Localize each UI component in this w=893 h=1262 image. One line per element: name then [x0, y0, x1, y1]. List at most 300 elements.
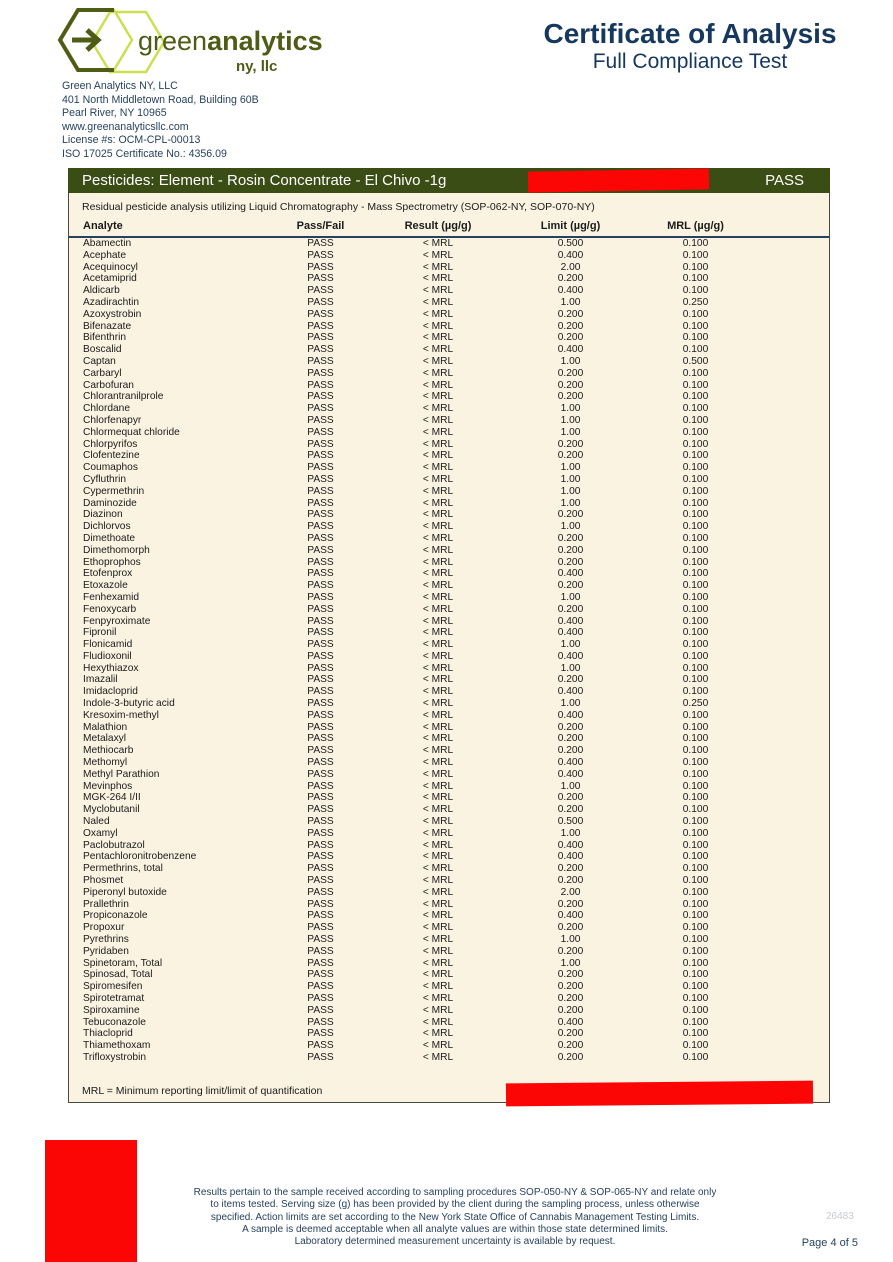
mrl-cell: 0.100	[682, 662, 709, 674]
result-cell: < MRL	[422, 804, 454, 816]
passfail-cell: PASS	[307, 603, 334, 615]
analyte-cell: Chlordane	[83, 403, 131, 415]
mrl-cell: 0.100	[682, 273, 709, 285]
passfail-cell: PASS	[307, 816, 334, 828]
limit-cell: 0.400	[557, 768, 584, 780]
analyte-cell: Piperonyl butoxide	[83, 886, 167, 898]
limit-cell: 1.00	[560, 827, 581, 839]
mrl-cell: 0.100	[682, 403, 709, 415]
table-row	[69, 1017, 829, 1029]
company-website: www.greenanalyticsllc.com	[62, 120, 189, 133]
limit-cell: 0.200	[557, 969, 584, 981]
limit-cell: 0.200	[557, 391, 584, 403]
passfail-cell: PASS	[307, 721, 334, 733]
passfail-cell: PASS	[307, 650, 334, 662]
limit-cell: 0.200	[557, 308, 584, 320]
disclaimer-line: Laboratory determined measurement uncertainty is available by request.	[294, 1236, 616, 1248]
analyte-cell: Chlormequat chloride	[83, 426, 180, 438]
passfail-cell: PASS	[307, 367, 334, 379]
mrl-cell: 0.100	[682, 367, 709, 379]
mrl-cell: 0.250	[682, 698, 709, 710]
analyte-cell: Azadirachtin	[83, 296, 140, 308]
result-cell: < MRL	[422, 497, 454, 509]
analyte-cell: Bifenthrin	[83, 332, 127, 344]
mrl-cell: 0.100	[682, 709, 709, 721]
result-cell: < MRL	[422, 261, 454, 273]
table-row	[69, 710, 829, 722]
limit-cell: 1.00	[560, 497, 581, 509]
disclaimer-line: A sample is deemed acceptable when all analyte values are within those state determined limits.	[242, 1223, 668, 1235]
mrl-cell: 0.100	[682, 591, 709, 603]
analyte-cell: Spinosad, Total	[83, 969, 153, 981]
table-row	[69, 616, 829, 628]
mrl-cell: 0.100	[682, 745, 709, 757]
passfail-cell: PASS	[307, 615, 334, 627]
analyte-cell: Propoxur	[83, 922, 125, 934]
result-cell: < MRL	[422, 827, 454, 839]
result-cell: < MRL	[422, 816, 454, 828]
table-row	[69, 462, 829, 474]
table-row	[69, 439, 829, 451]
passfail-cell: PASS	[307, 462, 334, 474]
table-row	[69, 792, 829, 804]
mrl-cell: 0.100	[682, 532, 709, 544]
mrl-cell: 0.100	[682, 320, 709, 332]
analyte-cell: Dimethoate	[83, 532, 136, 544]
limit-cell: 0.200	[557, 922, 584, 934]
table-row	[69, 686, 829, 698]
company-info-block	[62, 80, 259, 162]
mrl-cell: 0.100	[682, 674, 709, 686]
result-cell: < MRL	[422, 922, 454, 934]
table-row	[69, 910, 829, 922]
analyte-cell: Spiromesifen	[83, 981, 143, 993]
mrl-cell: 0.100	[682, 757, 709, 769]
analyte-cell: Diazinon	[83, 509, 123, 521]
passfail-cell: PASS	[307, 544, 334, 556]
limit-cell: 0.400	[557, 1016, 584, 1028]
mrl-cell: 0.500	[682, 355, 709, 367]
passfail-cell: PASS	[307, 273, 334, 285]
table-row	[69, 993, 829, 1005]
table-row	[69, 380, 829, 392]
limit-cell: 0.200	[557, 804, 584, 816]
table-row	[69, 651, 829, 663]
table-row	[69, 250, 829, 262]
analyte-table-body	[69, 238, 829, 1064]
passfail-cell: PASS	[307, 473, 334, 485]
document-number: 26483	[826, 1211, 854, 1222]
limit-cell: 1.00	[560, 473, 581, 485]
result-cell: < MRL	[422, 320, 454, 332]
passfail-cell: PASS	[307, 591, 334, 603]
brand-word-green: green	[138, 26, 208, 56]
analyte-cell: Fipronil	[83, 627, 117, 639]
result-cell: < MRL	[422, 650, 454, 662]
result-cell: < MRL	[422, 993, 454, 1004]
result-cell: < MRL	[422, 544, 454, 556]
analyte-cell: Etofenprox	[83, 568, 133, 580]
mrl-cell: 0.100	[682, 886, 709, 898]
passfail-cell: PASS	[307, 556, 334, 568]
analyte-cell: Boscalid	[83, 344, 122, 356]
passfail-cell: PASS	[307, 532, 334, 544]
result-cell: < MRL	[422, 945, 454, 957]
analyte-cell: Propiconazole	[83, 910, 148, 922]
table-row	[69, 1052, 829, 1064]
passfail-cell: PASS	[307, 698, 334, 710]
analyte-cell: Myclobutanil	[83, 804, 140, 816]
limit-cell: 0.200	[557, 367, 584, 379]
result-cell: < MRL	[422, 532, 454, 544]
passfail-cell: PASS	[307, 426, 334, 438]
limit-cell: 0.200	[557, 792, 584, 804]
table-row	[69, 273, 829, 285]
passfail-cell: PASS	[307, 296, 334, 308]
limit-cell: 1.00	[560, 521, 581, 533]
column-header-analyte: Analyte	[83, 220, 123, 232]
mrl-cell: 0.100	[682, 509, 709, 521]
limit-cell: 0.200	[557, 1004, 584, 1016]
table-row	[69, 498, 829, 510]
table-row	[69, 1040, 829, 1052]
passfail-cell: PASS	[307, 249, 334, 261]
passfail-cell: PASS	[307, 804, 334, 816]
mrl-cell: 0.100	[682, 768, 709, 780]
mrl-cell: 0.100	[682, 438, 709, 450]
result-cell: < MRL	[422, 403, 454, 415]
mrl-cell: 0.100	[682, 379, 709, 391]
result-cell: < MRL	[422, 462, 454, 474]
table-row	[69, 781, 829, 793]
table-row	[69, 1028, 829, 1040]
mrl-cell: 0.100	[682, 981, 709, 993]
analyte-cell: Captan	[83, 355, 116, 367]
passfail-cell: PASS	[307, 674, 334, 686]
table-row	[69, 403, 829, 415]
table-row	[69, 639, 829, 651]
passfail-cell: PASS	[307, 485, 334, 497]
analyte-cell: Chlorfenapyr	[83, 414, 142, 426]
section-title: Pesticides: Element - Rosin Concentrate - El Chivo -1g	[82, 172, 447, 189]
analyte-cell: Cypermethrin	[83, 485, 145, 497]
disclaimer-line: to items tested. Serving size (g) has been provided by the client during the sampling process, unless otherwise	[210, 1199, 700, 1211]
certificate-subtitle: Full Compliance Test	[592, 50, 788, 73]
mrl-cell: 0.100	[682, 851, 709, 863]
passfail-cell: PASS	[307, 308, 334, 320]
mrl-cell: 0.100	[682, 497, 709, 509]
analyte-cell: Daminozide	[83, 497, 137, 509]
limit-cell: 0.200	[557, 1040, 584, 1052]
table-row	[69, 887, 829, 899]
result-cell: < MRL	[422, 1040, 454, 1052]
limit-cell: 0.500	[557, 816, 584, 828]
table-row	[69, 922, 829, 934]
passfail-cell: PASS	[307, 945, 334, 957]
mrl-cell: 0.100	[682, 934, 709, 946]
mrl-cell: 0.100	[682, 875, 709, 887]
limit-cell: 1.00	[560, 403, 581, 415]
limit-cell: 0.200	[557, 863, 584, 875]
passfail-cell: PASS	[307, 898, 334, 910]
analyte-cell: Indole-3-butyric acid	[83, 698, 175, 710]
result-cell: < MRL	[422, 473, 454, 485]
table-row	[69, 757, 829, 769]
passfail-cell: PASS	[307, 969, 334, 981]
result-cell: < MRL	[422, 686, 454, 698]
analyte-cell: Oxamyl	[83, 827, 118, 839]
disclaimer-block	[130, 1187, 780, 1248]
result-cell: < MRL	[422, 733, 454, 745]
analyte-cell: Etoxazole	[83, 580, 128, 592]
result-cell: < MRL	[422, 839, 454, 851]
table-row	[69, 934, 829, 946]
analyte-cell: Methiocarb	[83, 745, 134, 757]
result-cell: < MRL	[422, 438, 454, 450]
result-cell: < MRL	[422, 568, 454, 580]
limit-cell: 0.200	[557, 993, 584, 1004]
analyte-cell: Imidacloprid	[83, 686, 138, 698]
table-row	[69, 769, 829, 781]
passfail-cell: PASS	[307, 344, 334, 356]
analyte-cell: Thiamethoxam	[83, 1040, 151, 1052]
passfail-cell: PASS	[307, 497, 334, 509]
analyte-cell: Pyridaben	[83, 945, 129, 957]
limit-cell: 1.00	[560, 639, 581, 651]
result-cell: < MRL	[422, 934, 454, 946]
mrl-cell: 0.100	[682, 922, 709, 934]
result-cell: < MRL	[422, 698, 454, 710]
result-cell: < MRL	[422, 780, 454, 792]
limit-cell: 0.200	[557, 981, 584, 993]
table-row	[69, 580, 829, 592]
limit-cell: 1.00	[560, 957, 581, 969]
limit-cell: 0.500	[557, 238, 584, 249]
mrl-cell: 0.100	[682, 993, 709, 1004]
result-cell: < MRL	[422, 556, 454, 568]
mrl-cell: 0.100	[682, 898, 709, 910]
limit-cell: 0.200	[557, 1051, 584, 1063]
table-row	[69, 899, 829, 911]
disclaimer-line: specified. Action limits are set according to the New York State Office of Cannabis Management Testing Limits.	[210, 1211, 700, 1223]
mrl-cell: 0.100	[682, 863, 709, 875]
table-row	[69, 981, 829, 993]
company-license: License #s: OCM-CPL-00013	[62, 134, 201, 147]
limit-cell: 0.400	[557, 757, 584, 769]
mrl-cell: 0.100	[682, 816, 709, 828]
mrl-cell: 0.100	[682, 450, 709, 462]
result-cell: < MRL	[422, 308, 454, 320]
analyte-cell: Spinetoram, Total	[83, 957, 163, 969]
table-row	[69, 592, 829, 604]
table-row	[69, 321, 829, 333]
analyte-cell: Pentachloronitrobenzene	[83, 851, 197, 863]
table-row	[69, 285, 829, 297]
passfail-cell: PASS	[307, 780, 334, 792]
result-cell: < MRL	[422, 1016, 454, 1028]
limit-cell: 0.200	[557, 945, 584, 957]
mrl-cell: 0.100	[682, 249, 709, 261]
passfail-cell: PASS	[307, 839, 334, 851]
mrl-cell: 0.100	[682, 792, 709, 804]
limit-cell: 1.00	[560, 934, 581, 946]
mrl-cell: 0.100	[682, 639, 709, 651]
result-cell: < MRL	[422, 627, 454, 639]
mrl-cell: 0.100	[682, 238, 709, 249]
mrl-cell: 0.100	[682, 1028, 709, 1040]
analyte-cell: Malathion	[83, 721, 128, 733]
passfail-cell: PASS	[307, 851, 334, 863]
table-row	[69, 486, 829, 498]
passfail-cell: PASS	[307, 1016, 334, 1028]
limit-cell: 1.00	[560, 780, 581, 792]
result-cell: < MRL	[422, 863, 454, 875]
result-cell: < MRL	[422, 391, 454, 403]
result-cell: < MRL	[422, 969, 454, 981]
result-cell: < MRL	[422, 414, 454, 426]
analyte-cell: Dichlorvos	[83, 521, 131, 533]
limit-cell: 0.200	[557, 532, 584, 544]
result-cell: < MRL	[422, 875, 454, 887]
passfail-cell: PASS	[307, 757, 334, 769]
certificate-title-block	[490, 18, 890, 74]
limit-cell: 1.00	[560, 591, 581, 603]
table-row	[69, 828, 829, 840]
analyte-cell: Fenpyroximate	[83, 615, 151, 627]
mrl-cell: 0.100	[682, 1051, 709, 1063]
result-cell: < MRL	[422, 332, 454, 344]
mrl-cell: 0.100	[682, 521, 709, 533]
analyte-cell: Methyl Parathion	[83, 768, 160, 780]
limit-cell: 0.200	[557, 556, 584, 568]
result-cell: < MRL	[422, 521, 454, 533]
table-row	[69, 604, 829, 616]
mrl-cell: 0.250	[682, 296, 709, 308]
table-row	[69, 698, 829, 710]
table-row	[69, 851, 829, 863]
passfail-cell: PASS	[307, 934, 334, 946]
result-cell: < MRL	[422, 591, 454, 603]
table-row	[69, 568, 829, 580]
analyte-cell: MGK-264 I/II	[83, 792, 141, 804]
passfail-cell: PASS	[307, 922, 334, 934]
redaction-box-signature-line	[506, 1081, 813, 1107]
limit-cell: 0.400	[557, 851, 584, 863]
mrl-cell: 0.100	[682, 568, 709, 580]
mrl-cell: 0.100	[682, 827, 709, 839]
company-address-line2: Pearl River, NY 10965	[62, 107, 167, 120]
passfail-cell: PASS	[307, 863, 334, 875]
mrl-cell: 0.100	[682, 414, 709, 426]
column-header-limit: Limit (µg/g)	[540, 220, 601, 232]
table-row	[69, 863, 829, 875]
analyte-cell: Trifloxystrobin	[83, 1051, 147, 1063]
mrl-cell: 0.100	[682, 391, 709, 403]
table-row	[69, 969, 829, 981]
mrl-cell: 0.100	[682, 580, 709, 592]
brand-sub-label: ny, llc	[236, 58, 278, 75]
company-name: Green Analytics NY, LLC	[62, 80, 178, 92]
table-row	[69, 816, 829, 828]
passfail-cell: PASS	[307, 1051, 334, 1063]
result-cell: < MRL	[422, 886, 454, 898]
limit-cell: 0.400	[557, 709, 584, 721]
limit-cell: 2.00	[560, 261, 581, 273]
result-cell: < MRL	[422, 296, 454, 308]
result-cell: < MRL	[422, 485, 454, 497]
mrl-cell: 0.100	[682, 285, 709, 297]
limit-cell: 0.200	[557, 273, 584, 285]
mrl-cell: 0.100	[682, 1016, 709, 1028]
passfail-cell: PASS	[307, 403, 334, 415]
limit-cell: 0.200	[557, 379, 584, 391]
mrl-cell: 0.100	[682, 910, 709, 922]
limit-cell: 0.200	[557, 674, 584, 686]
mrl-cell: 0.100	[682, 556, 709, 568]
result-cell: < MRL	[422, 615, 454, 627]
result-cell: < MRL	[422, 344, 454, 356]
limit-cell: 2.00	[560, 886, 581, 898]
analyte-cell: Metalaxyl	[83, 733, 127, 745]
limit-cell: 0.200	[557, 721, 584, 733]
limit-cell: 1.00	[560, 462, 581, 474]
analyte-cell: Ethoprophos	[83, 556, 141, 568]
limit-cell: 0.400	[557, 285, 584, 297]
analyte-cell: Carbofuran	[83, 379, 134, 391]
analyte-cell: Tebuconazole	[83, 1016, 146, 1028]
analyte-cell: Kresoxim-methyl	[83, 709, 159, 721]
limit-cell: 1.00	[560, 662, 581, 674]
mrl-cell: 0.100	[682, 780, 709, 792]
overall-result-badge: PASS	[765, 172, 804, 189]
passfail-cell: PASS	[307, 1028, 334, 1040]
table-row	[69, 840, 829, 852]
mrl-cell: 0.100	[682, 426, 709, 438]
table-row	[69, 356, 829, 368]
passfail-cell: PASS	[307, 568, 334, 580]
table-row	[69, 391, 829, 403]
analyte-cell: Carbaryl	[83, 367, 122, 379]
passfail-cell: PASS	[307, 450, 334, 462]
mrl-cell: 0.100	[682, 544, 709, 556]
analyte-cell: Mevinphos	[83, 780, 133, 792]
result-cell: < MRL	[422, 662, 454, 674]
limit-cell: 0.400	[557, 627, 584, 639]
pesticides-report-section	[68, 168, 830, 1103]
passfail-cell: PASS	[307, 261, 334, 273]
table-row	[69, 958, 829, 970]
passfail-cell: PASS	[307, 886, 334, 898]
passfail-cell: PASS	[307, 792, 334, 804]
mrl-cell: 0.100	[682, 332, 709, 344]
table-row	[69, 663, 829, 675]
limit-cell: 0.200	[557, 544, 584, 556]
result-cell: < MRL	[422, 450, 454, 462]
passfail-cell: PASS	[307, 627, 334, 639]
result-cell: < MRL	[422, 851, 454, 863]
result-cell: < MRL	[422, 757, 454, 769]
limit-cell: 0.400	[557, 249, 584, 261]
result-cell: < MRL	[422, 285, 454, 297]
analyte-cell: Spiroxamine	[83, 1004, 140, 1016]
passfail-cell: PASS	[307, 521, 334, 533]
result-cell: < MRL	[422, 745, 454, 757]
limit-cell: 0.200	[557, 1028, 584, 1040]
limit-cell: 0.200	[557, 438, 584, 450]
redaction-box-sample-id	[528, 168, 709, 192]
passfail-cell: PASS	[307, 285, 334, 297]
passfail-cell: PASS	[307, 639, 334, 651]
